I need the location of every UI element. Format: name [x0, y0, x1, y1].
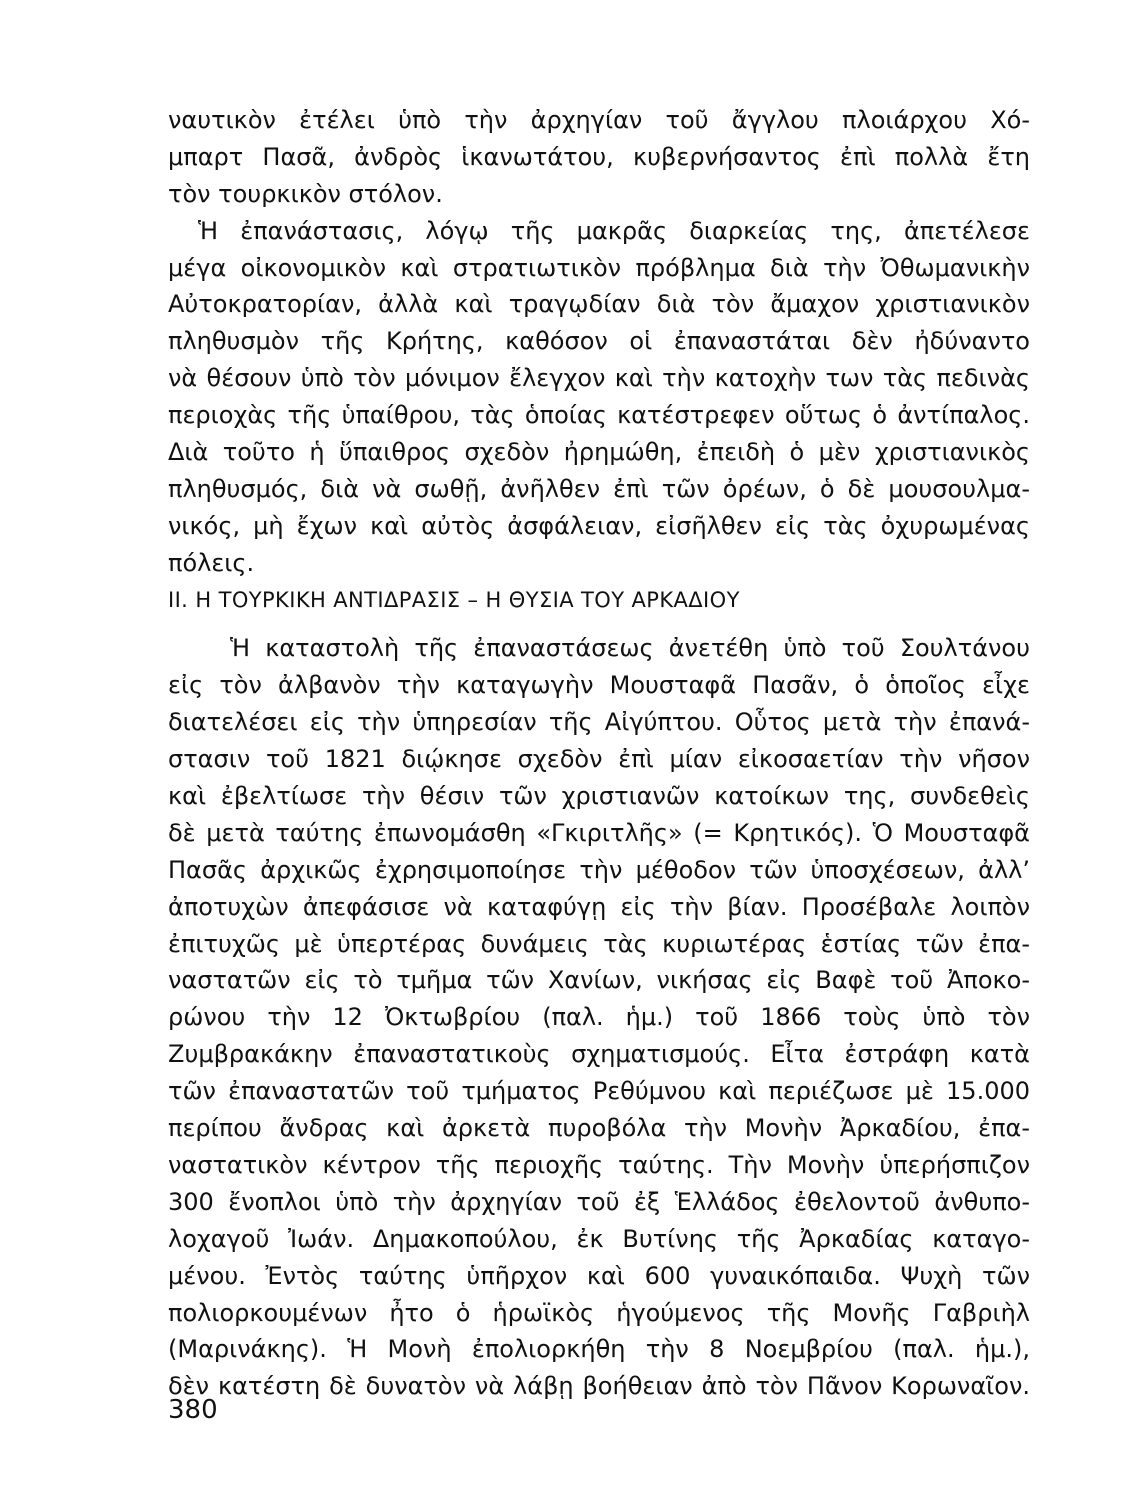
text-line: πόλεις. — [168, 548, 255, 577]
text-line: Αὐτοκρατορίαν, ἀλλὰ καὶ τραγῳδίαν διὰ τὸν ἄμαχον χριστιανικὸν — [168, 290, 1030, 319]
text-line: πληθυσμὸν τῆς Κρήτης, καθόσον οἱ ἐπαναστάται δὲν ἠδύναντο — [168, 327, 1030, 356]
section-heading: II. Η ΤΟΥΡΚΙΚΗ ΑΝΤΙΔΡΑΣΙΣ – Η ΘΥΣΙΑ ΤΟΥ ΑΡΚΑΔΙΟΥ — [168, 587, 740, 612]
text-line: ναστατῶν εἰς τὸ τμῆμα τῶν Χανίων, νικήσας εἰς Βαφὲ τοῦ Ἀποκο- — [168, 966, 1030, 995]
text-line: 300 ἔνοπλοι ὑπὸ τὴν ἀρχηγίαν τοῦ ἐξ Ἑλλάδος ἐθελοντοῦ ἀνθυπο- — [168, 1187, 1030, 1216]
text-line: πληθυσμός, διὰ νὰ σωθῇ, ἀνῆλθεν ἐπὶ τῶν ὀρέων, ὁ δὲ μουσουλμα- — [168, 474, 1030, 503]
text-line: μπαρτ Πασᾶ, ἀνδρὸς ἱκανωτάτου, κυβερνήσαντος ἐπὶ πολλὰ ἔτη — [168, 142, 1030, 171]
text-line: ἀποτυχὼν ἀπεφάσισε νὰ καταφύγῃ εἰς τὴν βίαν. Προσέβαλε λοιπὸν — [168, 892, 1030, 921]
text-line: περίπου ἄνδρας καὶ ἀρκετὰ πυροβόλα τὴν Μονὴν Ἀρκαδίου, ἐπα- — [168, 1114, 1030, 1143]
text-line: μένου. Ἐντὸς ταύτης ὑπῆρχον καὶ 600 γυναικόπαιδα. Ψυχὴ τῶν — [168, 1261, 1030, 1290]
text-line: τὸν τουρκικὸν στόλον. — [168, 179, 443, 208]
text-line: καὶ ἐβελτίωσε τὴν θέσιν τῶν χριστιανῶν κατοίκων της, συνδεθεὶς — [168, 782, 1030, 811]
text-line: νικός, μὴ ἔχων καὶ αὐτὸς ἀσφάλειαν, εἰσῆλθεν εἰς τὰς ὀχυρωμένας — [168, 511, 1030, 540]
text-line: Ἡ ἐπανάστασις, λόγῳ τῆς μακρᾶς διαρκείας της, ἀπετέλεσε — [198, 216, 1030, 245]
text-line: Ἡ καταστολὴ τῆς ἐπαναστάσεως ἀνετέθη ὑπὸ τοῦ Σουλτάνου — [230, 634, 1030, 663]
text-line: πολιορκουμένων ἦτο ὁ ἡρωϊκὸς ἡγούμενος τῆς Μονῆς Γαβριὴλ — [168, 1298, 1030, 1327]
text-line: διατελέσει εἰς τὴν ὑπηρεσίαν τῆς Αἰγύπτου. Οὗτος μετὰ τὴν ἐπανά- — [168, 708, 1030, 737]
text-line: νὰ θέσουν ὑπὸ τὸν μόνιμον ἔλεγχον καὶ τὴν κατοχὴν των τὰς πεδινὰς — [168, 364, 1030, 393]
paragraph-2 — [168, 213, 1030, 582]
text-line: ρώνου τὴν 12 Ὀκτωβρίου (παλ. ἡμ.) τοῦ 1866 τοὺς ὑπὸ τὸν — [168, 1003, 1030, 1032]
text-line: Ζυμβρακάκην ἐπαναστατικοὺς σχηματισμούς. Εἶτα ἐστράφη κατὰ — [168, 1040, 1030, 1069]
text-line: Πασᾶς ἀρχικῶς ἐχρησιμοποίησε τὴν μέθοδον τῶν ὑποσχέσεων, ἀλλ’ — [168, 855, 1030, 884]
text-line: (Μαρινάκης). Ἡ Μονὴ ἐπολιορκήθη τὴν 8 Νοεμβρίου (παλ. ἡμ.), — [168, 1335, 1030, 1364]
text-line: μέγα οἰκονομικὸν καὶ στρατιωτικὸν πρόβλημα διὰ τὴν Ὀθωμανικὴν — [168, 253, 1030, 282]
text-line: δὲν κατέστη δὲ δυνατὸν νὰ λάβῃ βοήθειαν ἀπὸ τὸν Πᾶνον Κορωναῖον. — [168, 1372, 1030, 1401]
text-line: λοχαγοῦ Ἰωάν. Δημακοπούλου, ἐκ Βυτίνης τῆς Ἀρκαδίας καταγο- — [168, 1224, 1030, 1253]
text-line: δὲ μετὰ ταύτης ἐπωνομάσθη «Γκιριτλῆς» (= Κρητικός). Ὁ Μουσταφᾶ — [168, 818, 1030, 847]
text-line: περιοχὰς τῆς ὑπαίθρου, τὰς ὁποίας κατέστρεφεν οὕτως ὁ ἀντίπαλος. — [168, 401, 1030, 430]
text-line: τῶν ἐπαναστατῶν τοῦ τμήματος Ρεθύμνου καὶ περιέζωσε μὲ 15.000 — [168, 1077, 1030, 1106]
text-line: Διὰ τοῦτο ἡ ὕπαιθρος σχεδὸν ἠρημώθη, ἐπειδὴ ὁ μὲν χριστιανικὸς — [168, 438, 1030, 467]
text-line: ναυτικὸν ἐτέλει ὑπὸ τὴν ἀρχηγίαν τοῦ ἄγγλου πλοιάρχου Χό- — [168, 106, 1030, 134]
page-number: 380 — [168, 1395, 218, 1425]
text-line: στασιν τοῦ 1821 διῴκησε σχεδὸν ἐπὶ μίαν εἰκοσαετίαν τὴν νῆσον — [168, 745, 1030, 774]
text-line: εἰς τὸν ἀλβανὸν τὴν καταγωγὴν Μουσταφᾶ Πασᾶν, ὁ ὁποῖος εἶχε — [168, 671, 1030, 700]
heading-spacer — [168, 618, 1030, 630]
page-body-text — [168, 102, 1030, 1405]
paragraph-1 — [168, 102, 1030, 213]
text-line: ναστατικὸν κέντρον τῆς περιοχῆς ταύτης. Τὴν Μονὴν ὑπερήσπιζον — [168, 1150, 1030, 1179]
text-line: ἐπιτυχῶς μὲ ὑπερτέρας δυνάμεις τὰς κυριωτέρας ἑστίας τῶν ἐπα- — [168, 929, 1030, 958]
paragraph-3 — [168, 630, 1030, 1405]
